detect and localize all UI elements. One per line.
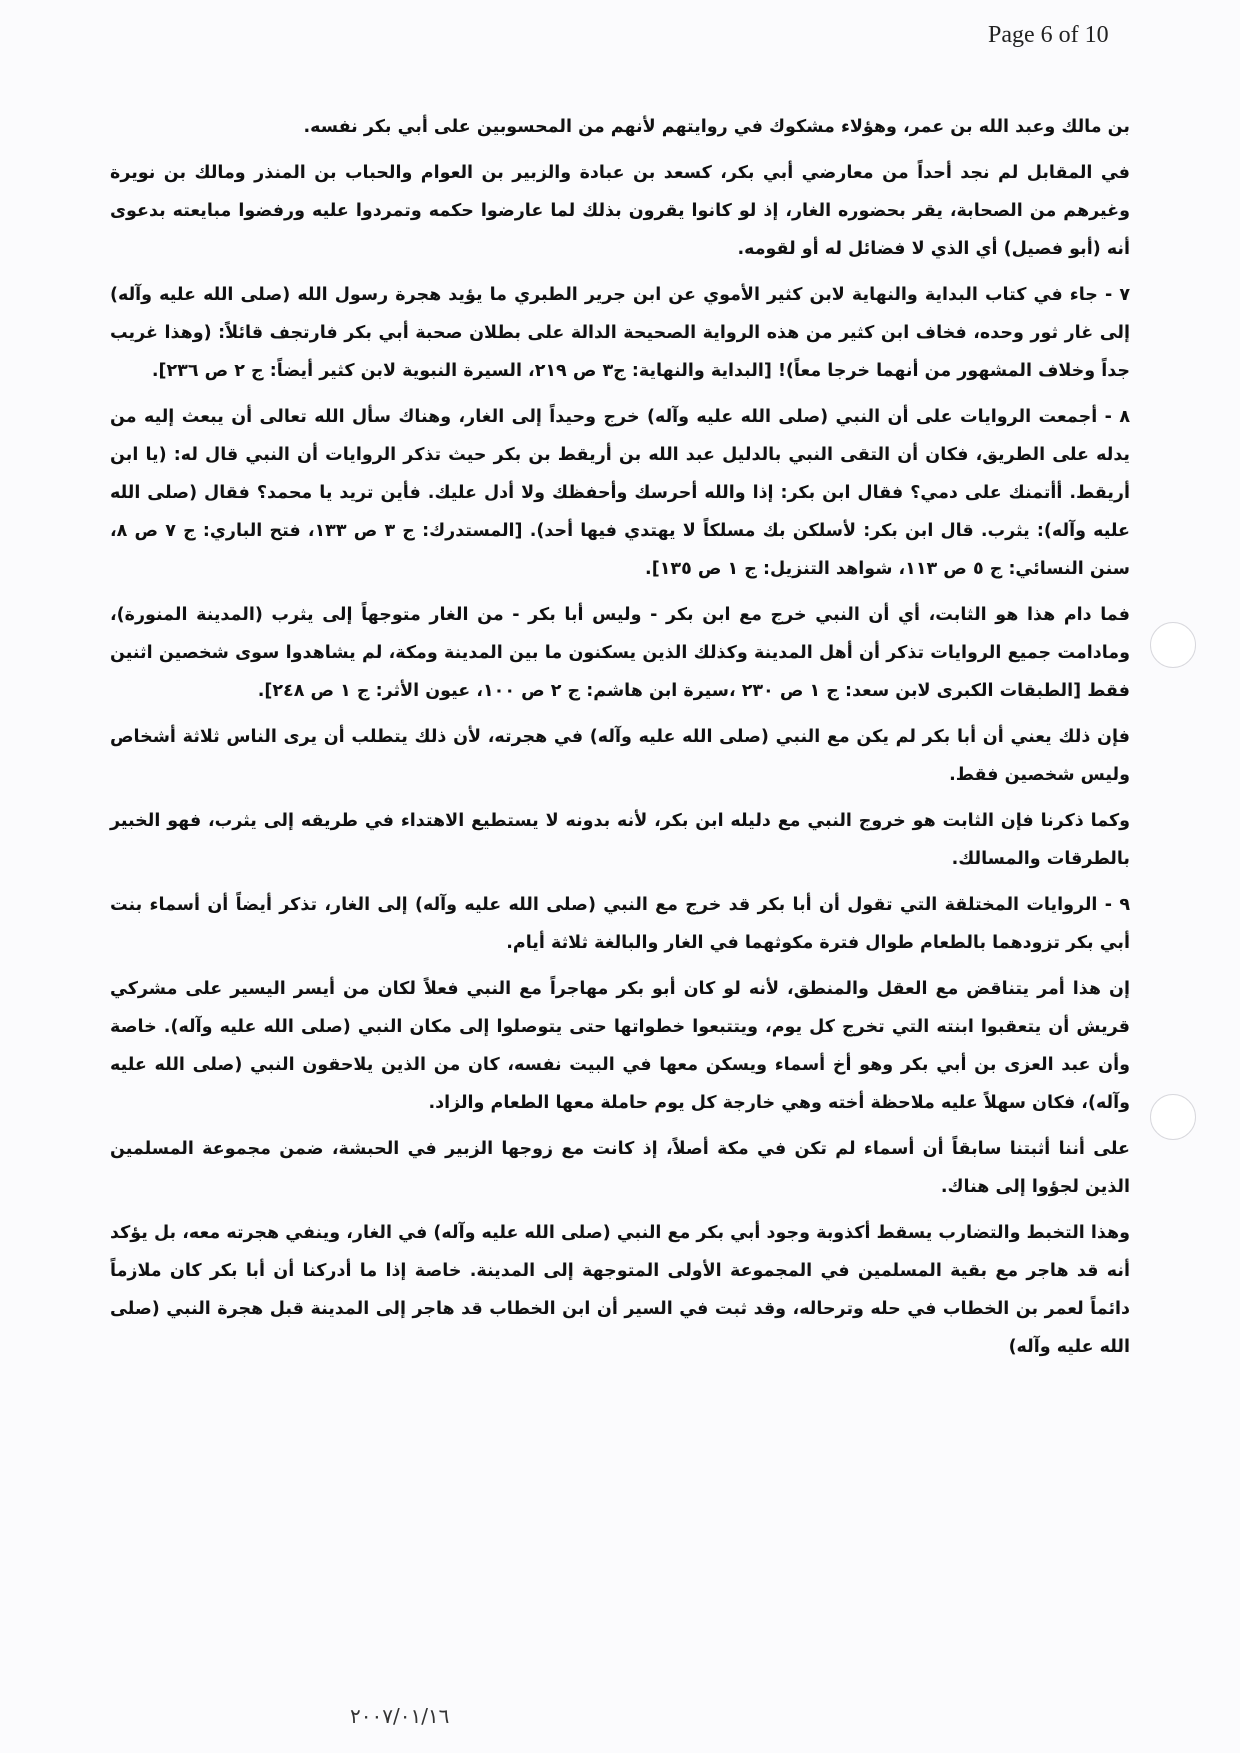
paragraph-6: فإن ذلك يعني أن أبا بكر لم يكن مع النبي (صلى الله عليه وآله) في هجرته، لأن ذلك يتطلب أن يرى الناس ثلاثة أشخاص وليس شخصين فقط. (110, 727, 1130, 785)
paragraph-11: وهذا التخبط والتضارب يسقط أكذوبة وجود أبي بكر مع النبي (صلى الله عليه وآله) في الغار، وينفي هجرته معه، بل يؤكد أنه قد هاجر مع بقية المسلمين في المجموعة الأولى المتوجهة إلى المدينة. خاصة إذا ما أدركنا أن أبا بكر كان ملازماً دائماً لعمر بن الخطاب في حله وترحاله، وقد ثبت في السير أن ابن الخطاب قد هاجر إلى المدينة قبل هجرة النبي (صلى الله عليه وآله) (110, 1223, 1130, 1357)
paragraph-10: على أننا أثبتنا سابقاً أن أسماء لم تكن في مكة أصلاً، إذ كانت مع زوجها الزبير في الحبشة، ضمن مجموعة المسلمين الذين لجؤوا إلى هناك. (110, 1139, 1130, 1197)
paragraph-5: فما دام هذا هو الثابت، أي أن النبي خرج مع ابن بكر - وليس أبا بكر - من الغار متوجهاً إلى يثرب (المدينة المنورة)، ومادامت جميع الروايات تذكر أن أهل المدينة وكذلك الذين يسكنون ما بين المدينة ومكة، لم يشاهدوا سوى شخصين اثنين فقط [الطبقات الكبرى لابن سعد: ج ١ ص ٢٣٠ ،سيرة ابن هاشم: ج ٢ ص ١٠٠، عيون الأثر: ج ١ ص ٢٤٨]. (110, 605, 1130, 701)
paragraph-2: في المقابل لم نجد أحداً من معارضي أبي بكر، كسعد بن عبادة والزبير بن العوام والحباب بن المنذر ومالك بن نويرة وغيرهم من الصحابة، يقر بحضوره الغار، إذ لو كانوا يقرون بذلك لما عارضوا حكمه وتمردوا عليه ورفضوا مبايعته بدعوى أنه (أبو فصيل) أي الذي لا فضائل له أو لقومه. (110, 163, 1130, 259)
document-body (110, 108, 1130, 1374)
paragraph-4: ٨ - أجمعت الروايات على أن النبي (صلى الله عليه وآله) خرج وحيداً إلى الغار، وهناك سأل الله تعالى أن يبعث إليه من يدله على الطريق، فكان أن التقى النبي بالدليل عبد الله بن أريقط بن بكر حيث تذكر الروايات أن النبي قال له: (يا ابن أريقط. أأتمنك على دمي؟ فقال ابن بكر: إذا والله أحرسك وأحفظك ولا أدل عليك. فأين تريد يا محمد؟ فقال (صلى الله عليه وآله): يثرب. قال ابن بكر: لأسلكن بك مسلكاً لا يهتدي فيها أحد). [المستدرك: ج ٣ ص ١٣٣، فتح الباري: ج ٧ ص ٨، سنن النسائي: ج ٥ ص ١١٣، شواهد التنزيل: ج ١ ص ١٣٥]. (110, 407, 1130, 579)
paragraph-9: إن هذا أمر يتناقض مع العقل والمنطق، لأنه لو كان أبو بكر مهاجراً مع النبي فعلاً لكان من أيسر اليسير على مشركي قريش أن يتعقبوا ابنته التي تخرج كل يوم، ويتتبعوا خطواتها حتى يتوصلوا إلى مكان النبي (صلى الله عليه وآله). خاصة وأن عبد العزى بن أبي بكر وهو أخ أسماء ويسكن معها في البيت نفسه، كان من الذين يلاحقون النبي (صلى الله عليه وآله)، فكان سهلاً عليه ملاحظة أخته وهي خارجة كل يوم حاملة معها الطعام والزاد. (110, 979, 1130, 1113)
page-number: Page 6 of 10 (988, 22, 1109, 48)
paragraph-3: ٧ - جاء في كتاب البداية والنهاية لابن كثير الأموي عن ابن جرير الطبري ما يؤيد هجرة رسول الله (صلى الله عليه وآله) إلى غار ثور وحده، فخاف ابن كثير من هذه الرواية الصحيحة الدالة على بطلان صحبة أبي بكر فارتجف قائلاً: (وهذا غريب جداً وخلاف المشهور من أنهما خرجا معاً)! [البداية والنهاية: ج٣ ص ٢١٩، السيرة النبوية لابن كثير أيضاً: ج ٢ ص ٢٣٦]. (110, 285, 1130, 381)
punch-hole-bottom (1150, 1094, 1196, 1140)
punch-hole-top (1150, 622, 1196, 668)
paragraph-8: ٩ - الروايات المختلقة التي تقول أن أبا بكر قد خرج مع النبي (صلى الله عليه وآله) إلى الغار، تذكر أيضاً أن أسماء بنت أبي بكر تزودهما بالطعام طوال فترة مكوثهما في الغار والبالغة ثلاثة أيام. (110, 895, 1130, 953)
paragraph-1: بن مالك وعبد الله بن عمر، وهؤلاء مشكوك في روايتهم لأنهم من المحسوبين على أبي بكر نفسه. (303, 117, 1130, 137)
paragraph-7: وكما ذكرنا فإن الثابت هو خروج النبي مع دليله ابن بكر، لأنه بدونه لا يستطيع الاهتداء في طريقه إلى يثرب، فهو الخبير بالطرقات والمسالك. (110, 811, 1130, 869)
footer-date: ٢٠٠٧/٠١/١٦ (350, 1704, 450, 1728)
